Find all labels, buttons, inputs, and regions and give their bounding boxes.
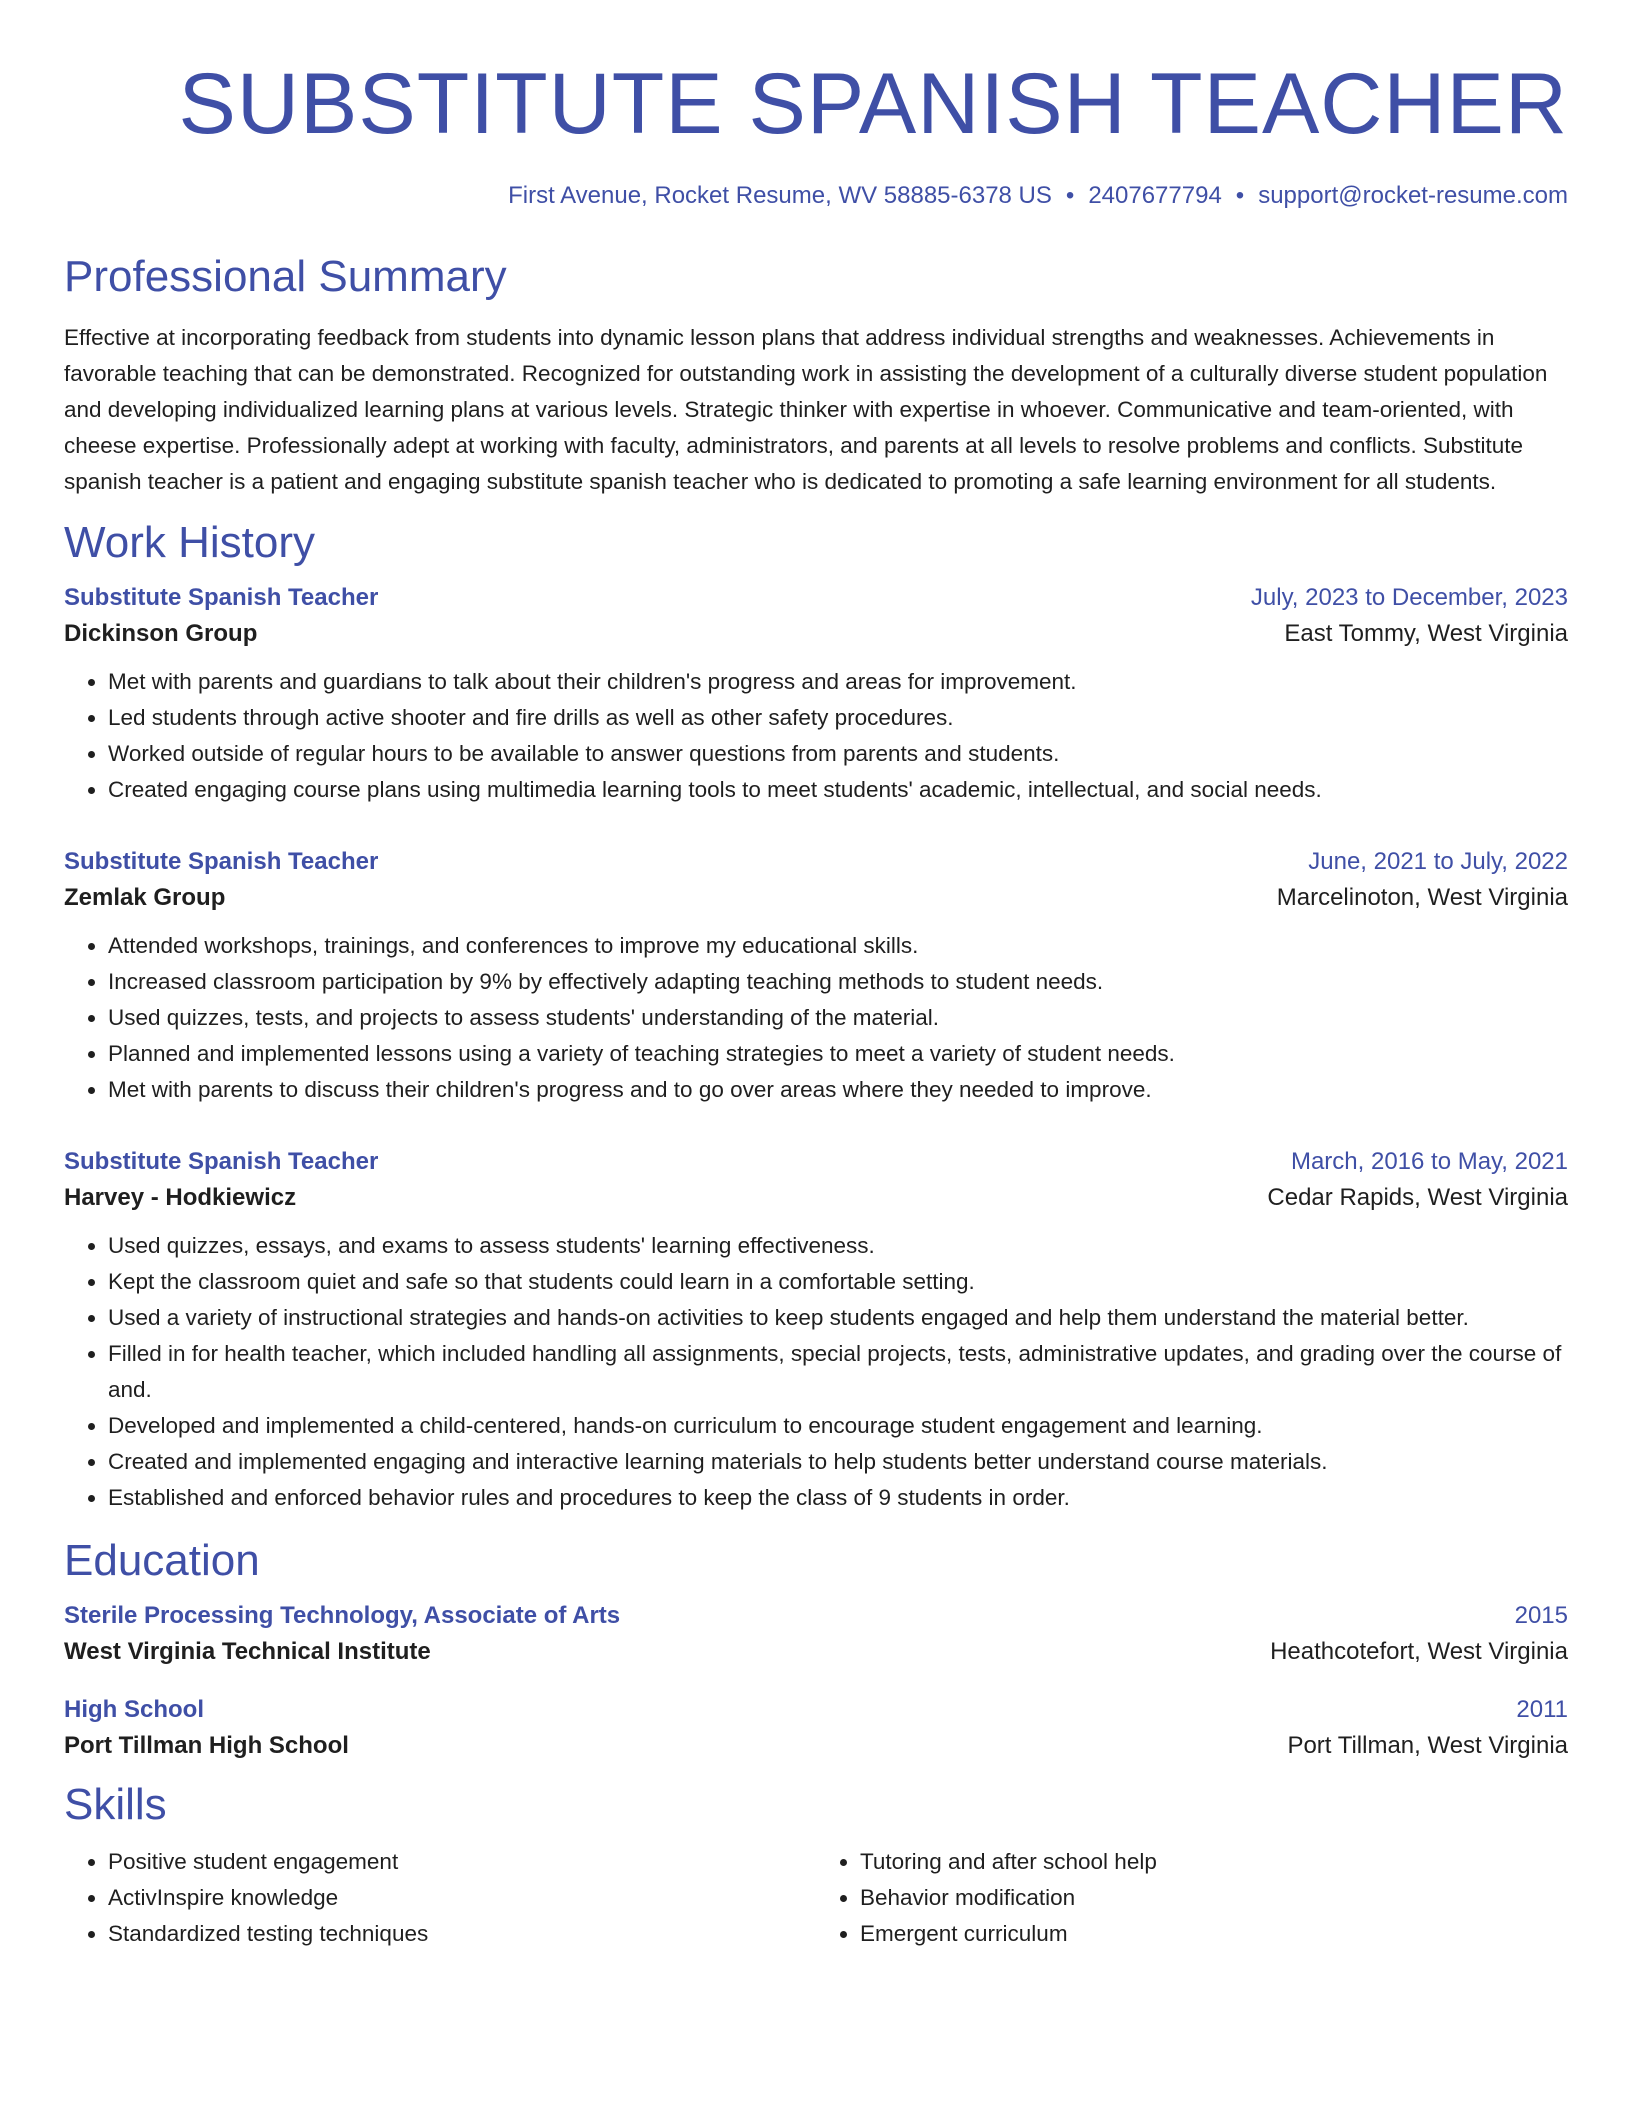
education-section <box>64 1534 1568 1760</box>
resume-header <box>64 56 1568 210</box>
education-school-row <box>64 1638 1568 1666</box>
contact-separator: • <box>1235 182 1245 209</box>
job-company-row <box>64 1184 1568 1212</box>
job-bullets <box>64 1228 1568 1516</box>
education-school: Port Tillman High School <box>64 1732 349 1759</box>
education-year: 2011 <box>1516 1696 1568 1723</box>
education-header-row <box>64 1602 1568 1630</box>
job-entry <box>64 848 1568 1108</box>
job-header-row <box>64 1148 1568 1176</box>
job-bullet: • Led students through active shooter and fire drills as well as other safety procedures. <box>108 700 1568 736</box>
job-bullet: • Used quizzes, essays, and exams to assess students' learning effectiveness. <box>108 1228 1568 1264</box>
section-title-skills: Skills <box>64 1780 167 1829</box>
education-degree: Sterile Processing Technology, Associate of Arts <box>64 1602 621 1629</box>
job-company: Dickinson Group <box>64 620 258 647</box>
job-bullet: • Increased classroom participation by 9% by effectively adapting teaching methods to student needs. <box>108 964 1568 1000</box>
job-bullet: • Created engaging course plans using multimedia learning tools to meet students' academic, intellectual, and social needs. <box>108 772 1568 808</box>
skill-item: • Tutoring and after school help <box>860 1844 1568 1880</box>
section-title-summary: Professional Summary <box>64 252 507 301</box>
job-title: Substitute Spanish Teacher <box>64 584 379 611</box>
job-company: Zemlak Group <box>64 884 226 911</box>
job-header-row <box>64 584 1568 612</box>
skill-item: • Behavior modification <box>860 1880 1568 1916</box>
skill-item: • Emergent curriculum <box>860 1916 1568 1952</box>
job-bullet: • Created and implemented engaging and interactive learning materials to help students better understand course materials. <box>108 1444 1568 1480</box>
job-header-row <box>64 848 1568 876</box>
skills-list-right <box>816 1844 1568 1952</box>
job-title: Substitute Spanish Teacher <box>64 1148 379 1175</box>
contact-address: First Avenue, Rocket Resume, WV 58885-6378 US <box>508 182 1052 209</box>
job-bullet: • Filled in for health teacher, which included handling all assignments, special projects, tests, administrative updates, and grading over the course of and. <box>108 1336 1568 1408</box>
job-entry <box>64 1148 1568 1516</box>
skills-section <box>64 1778 1568 1952</box>
job-bullet: • Worked outside of regular hours to be available to answer questions from parents and students. <box>108 736 1568 772</box>
job-bullet: • Developed and implemented a child-centered, hands-on curriculum to encourage student engagement and learning. <box>108 1408 1568 1444</box>
education-degree: High School <box>64 1696 204 1723</box>
job-company: Harvey - Hodkiewicz <box>64 1184 297 1211</box>
summary-section <box>64 250 1568 500</box>
education-school-row <box>64 1732 1568 1760</box>
education-location: Heathcotefort, West Virginia <box>1270 1638 1568 1665</box>
education-entry <box>64 1696 1568 1760</box>
section-title-education: Education <box>64 1536 260 1585</box>
skill-item: • Standardized testing techniques <box>108 1916 816 1952</box>
education-location: Port Tillman, West Virginia <box>1287 1732 1568 1759</box>
skills-list-left <box>64 1844 816 1952</box>
contact-phone: 2407677794 <box>1088 182 1222 209</box>
skills-columns <box>64 1844 1568 1952</box>
job-bullet: • Attended workshops, trainings, and conferences to improve my educational skills. <box>108 928 1568 964</box>
job-location: Cedar Rapids, West Virginia <box>1267 1184 1568 1211</box>
job-bullet: • Met with parents to discuss their children's progress and to go over areas where they needed to improve. <box>108 1072 1568 1108</box>
skill-item: • ActivInspire knowledge <box>108 1880 816 1916</box>
job-bullet: • Planned and implemented lessons using a variety of teaching strategies to meet a variety of student needs. <box>108 1036 1568 1072</box>
education-school: West Virginia Technical Institute <box>64 1638 431 1665</box>
job-bullet: • Kept the classroom quiet and safe so that students could learn in a comfortable setting. <box>108 1264 1568 1300</box>
section-title-work-history: Work History <box>64 518 315 567</box>
job-dates: March, 2016 to May, 2021 <box>1290 1148 1568 1175</box>
applicant-name: SUBSTITUTE SPANISH TEACHER <box>178 56 1568 152</box>
skill-item: • Positive student engagement <box>108 1844 816 1880</box>
job-company-row <box>64 620 1568 648</box>
education-header-row <box>64 1696 1568 1724</box>
job-location: Marcelinoton, West Virginia <box>1276 884 1568 911</box>
job-bullet: • Used a variety of instructional strategies and hands-on activities to keep students engaged and help them understand the material better. <box>108 1300 1568 1336</box>
work-history-section <box>64 516 1568 1516</box>
job-bullets <box>64 664 1568 808</box>
education-entry <box>64 1602 1568 1666</box>
education-year: 2015 <box>1514 1602 1568 1629</box>
contact-line <box>64 182 1568 210</box>
job-dates: June, 2021 to July, 2022 <box>1308 848 1568 875</box>
job-bullets <box>64 928 1568 1108</box>
job-entry <box>64 584 1568 808</box>
summary-text: Effective at incorporating feedback from students into dynamic lesson plans that address individual strengths and weaknesses. Achievements in favorable teaching that can be demonstrated. Recognized for outstanding work in assisting the development of a culturally diverse student population and developing individualized learning plans at various levels. Strategic thinker with expertise in whoever. Communicative and team-oriented, with cheese expertise. Professionally adept at working with faculty, administrators, and parents at all levels to resolve problems and conflicts. Substitute spanish teacher is a patient and engaging substitute spanish teacher who is dedicated to promoting a safe learning environment for all students. <box>64 325 1548 494</box>
job-bullet: • Used quizzes, tests, and projects to assess students' understanding of the material. <box>108 1000 1568 1036</box>
job-title: Substitute Spanish Teacher <box>64 848 379 875</box>
job-location: East Tommy, West Virginia <box>1284 620 1568 647</box>
job-company-row <box>64 884 1568 912</box>
job-bullet: • Established and enforced behavior rules and procedures to keep the class of 9 students in order. <box>108 1480 1568 1516</box>
contact-email[interactable]: support@rocket-resume.com <box>1258 182 1568 209</box>
contact-separator: • <box>1065 182 1075 209</box>
job-dates: July, 2023 to December, 2023 <box>1250 584 1568 611</box>
job-bullet: • Met with parents and guardians to talk about their children's progress and areas for improvement. <box>108 664 1568 700</box>
